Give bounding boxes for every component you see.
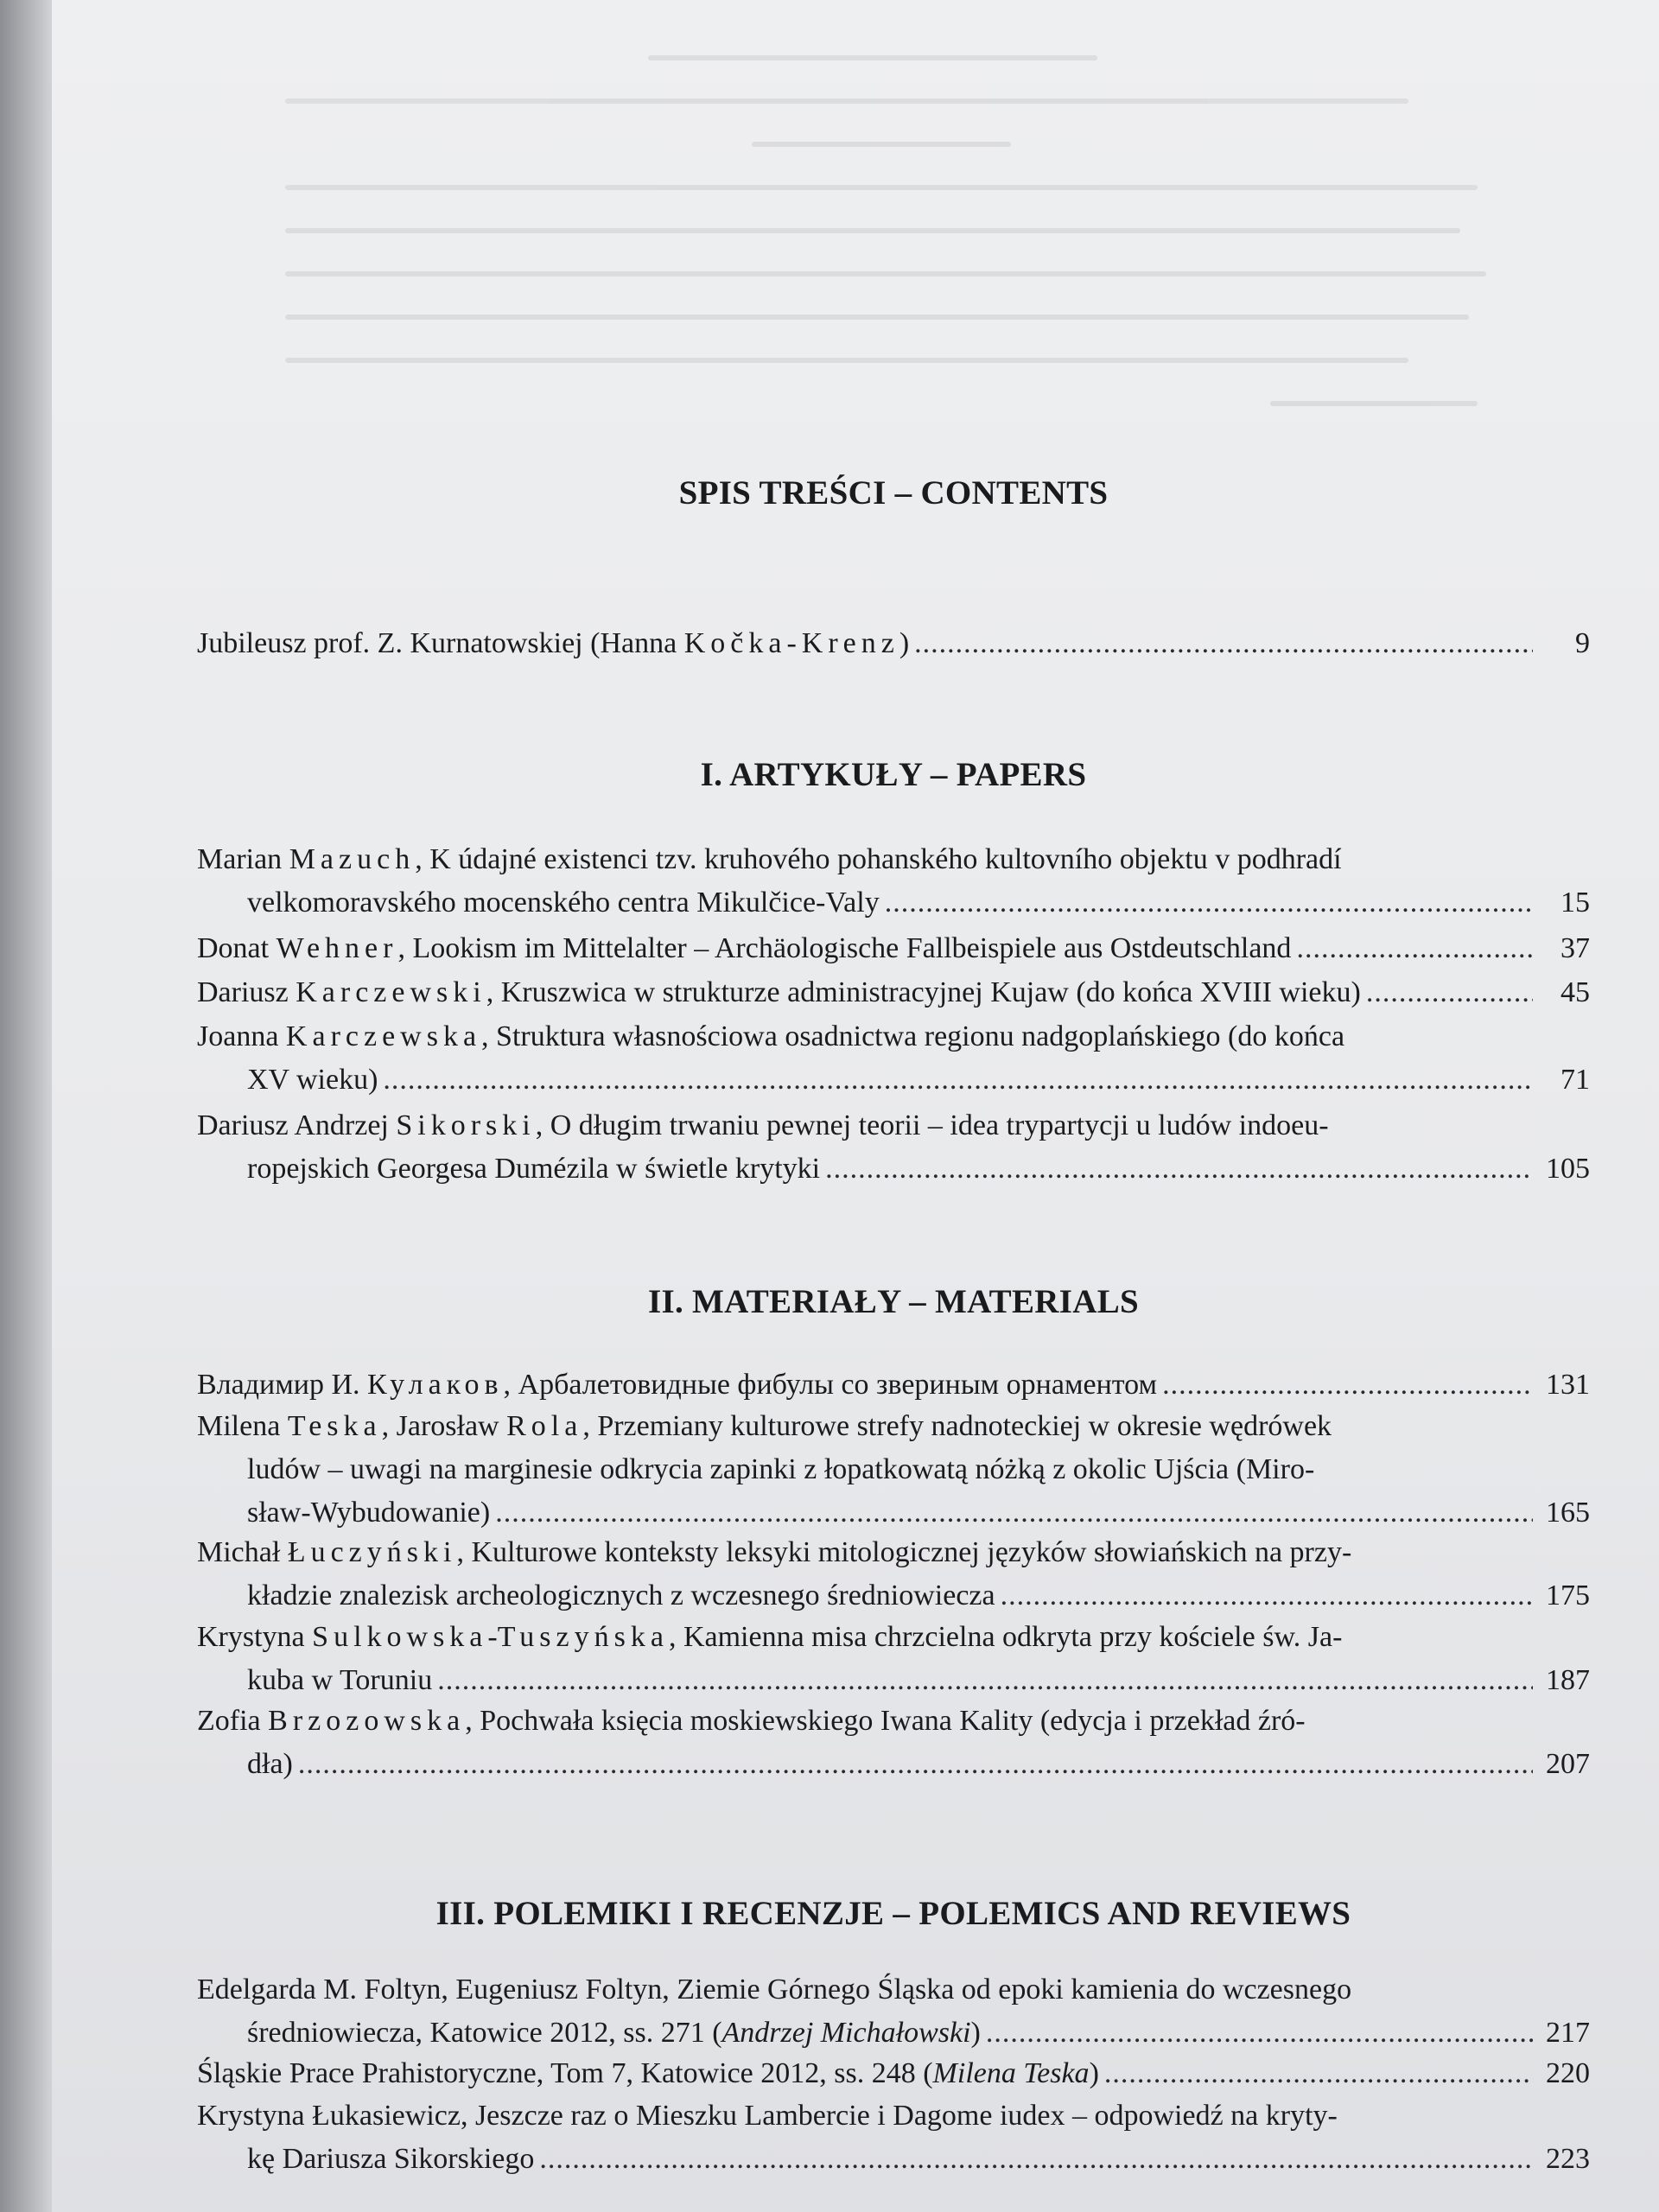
toc-entry	[197, 1104, 1590, 1191]
entry-text: ludów – uwagi na marginesie odkrycia zapinki z łopatkowatą nóżką z okolic Ujścia (Miro-	[247, 1453, 1315, 1485]
page-number: 15	[1560, 887, 1590, 918]
leader-dots	[1104, 2052, 1533, 2095]
section-heading-reviews: III. POLEMIKI I RECENZJE – POLEMICS AND REVIEWS	[435, 1895, 1351, 1932]
page-number: 207	[1546, 1748, 1590, 1780]
entry-text: kuba w Toruniu	[247, 1664, 433, 1696]
page-number: 131	[1546, 1369, 1590, 1401]
page-number: 217	[1546, 2017, 1590, 2049]
toc-entry	[197, 971, 1590, 1014]
page-title: SPIS TREŚCI – CONTENTS	[678, 474, 1109, 512]
page-number: 105	[1546, 1153, 1590, 1185]
entry-text: ropejskich Georgesa Dumézila w świetle krytyki	[247, 1153, 821, 1185]
leader-dots	[437, 1659, 1533, 1702]
leader-dots	[1001, 1574, 1533, 1618]
entry-text: XV wieku)	[247, 1064, 378, 1096]
page-number: 220	[1546, 2057, 1590, 2089]
entry-text: Śląskie Prace Prahistoryczne, Tom 7, Katowice 2012, ss. 248 (Milena Teska)	[197, 2057, 1099, 2089]
page-number: 45	[1560, 976, 1590, 1008]
toc-entry	[197, 1616, 1590, 1702]
entry-text: Dariusz Andrzej Sikorski, O długim trwaniu pewnej teorii – idea trypartycji u ludów indoeu-	[197, 1109, 1329, 1141]
page-number: 187	[1546, 1664, 1590, 1696]
leader-dots	[914, 622, 1533, 665]
page-number: 37	[1560, 932, 1590, 964]
leader-dots	[495, 1491, 1533, 1535]
section-heading-materials: II. MATERIAŁY – MATERIALS	[647, 1283, 1139, 1320]
entry-text: Zofia Brzozowska, Pochwała księcia moskiewskiego Iwana Kality (edycja i przekład źró-	[197, 1705, 1306, 1737]
entry-text: Marian Mazuch, K údajné existenci tzv. kruhového pohanského kultovního objektu v podhradí	[197, 843, 1342, 875]
leader-dots	[1162, 1363, 1533, 1407]
toc-entry	[197, 2052, 1590, 2095]
entry-text: średniowiecza, Katowice 2012, ss. 271 (Andrzej Michałowski)	[247, 2017, 981, 2049]
entry-text: sław-Wybudowanie)	[247, 1497, 491, 1529]
entry-text: Donat Wehner, Lookism im Mittelalter – Archäologische Fallbeispiele aus Ostdeutschland	[197, 932, 1292, 964]
leader-dots	[539, 2138, 1533, 2181]
toc-entry	[197, 838, 1590, 925]
entry-text: Jubileusz prof. Z. Kurnatowskiej (Hanna Kočka-Krenz)	[197, 627, 910, 659]
toc-entry	[197, 1700, 1590, 1786]
entry-text: Michał Łuczyński, Kulturowe konteksty leksyki mitologicznej języków słowiańskich na przy-	[197, 1536, 1352, 1568]
toc-entry	[197, 1015, 1590, 1102]
entry-text: Dariusz Karczewski, Kruszwica w strukturze administracyjnej Kujaw (do końca XVIII wieku)	[197, 976, 1361, 1008]
page-number: 71	[1560, 1064, 1590, 1096]
page-number: 223	[1546, 2143, 1590, 2175]
entry-text: Edelgarda M. Foltyn, Eugeniusz Foltyn, Ziemie Górnego Śląska od epoki kamienia do wczesnego	[197, 1974, 1352, 2005]
entry-text: velkomoravského mocenského centra Mikulčice-Valy	[247, 887, 880, 918]
page-number: 175	[1546, 1580, 1590, 1611]
leader-dots	[1296, 927, 1533, 970]
page-number: 165	[1546, 1497, 1590, 1529]
entry-text: Krystyna Sulkowska-Tuszyńska, Kamienna misa chrzcielna odkryta przy kościele św. Ja-	[197, 1621, 1343, 1653]
page-number: 9	[1575, 627, 1590, 659]
entry-text: Milena Teska, Jarosław Rola, Przemiany kulturowe strefy nadnoteckiej w okresie wędrówek	[197, 1410, 1332, 1442]
toc-entry-intro	[197, 622, 1590, 665]
toc-entry	[197, 1363, 1590, 1407]
leader-dots	[298, 1743, 1533, 1786]
toc-entry	[197, 1405, 1590, 1535]
show-through-text	[285, 35, 1495, 423]
toc-entry	[197, 2094, 1590, 2181]
entry-text: dła)	[247, 1748, 293, 1780]
toc-entry	[197, 1531, 1590, 1618]
toc-entry	[197, 1968, 1590, 2055]
book-page	[52, 0, 1659, 2212]
entry-text: Krystyna Łukasiewicz, Jeszcze raz o Mieszku Lambercie i Dagome iudex – odpowiedź na kryty-	[197, 2100, 1338, 2132]
entry-text: kę Dariusza Sikorskiego	[247, 2143, 535, 2175]
leader-dots	[825, 1147, 1533, 1191]
leader-dots	[383, 1058, 1533, 1102]
section-heading-papers: I. ARTYKUŁY – PAPERS	[700, 756, 1087, 793]
leader-dots	[1366, 971, 1533, 1014]
entry-text: kładzie znalezisk archeologicznych z wczesnego średniowiecza	[247, 1580, 995, 1611]
toc-entry	[197, 927, 1590, 970]
entry-text: Joanna Karczewska, Struktura własnościowa osadnictwa regionu nadgoplańskiego (do końca	[197, 1020, 1345, 1052]
leader-dots	[885, 881, 1533, 925]
entry-text: Владимир И. Кулаков, Арбалетовидные фибулы со звериным орнаментом	[197, 1369, 1158, 1401]
leader-dots	[986, 2012, 1533, 2055]
